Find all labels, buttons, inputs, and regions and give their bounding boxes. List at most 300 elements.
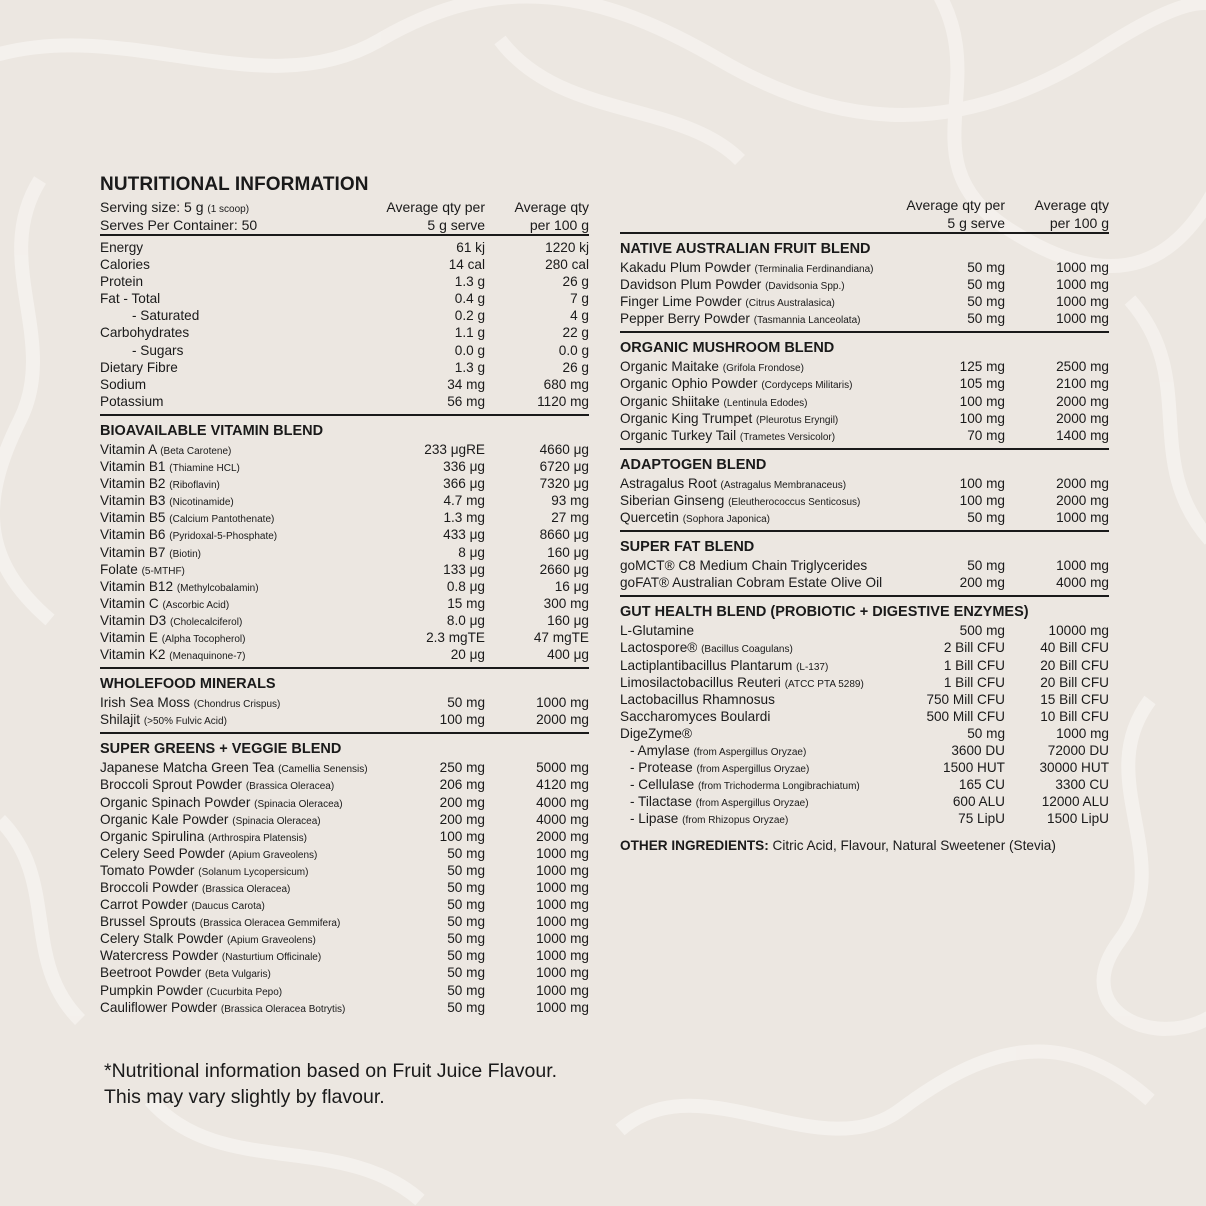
nutrient-row [620,375,1109,392]
nutrient-name: Lactospore® [620,640,698,656]
nutrient-name: Shilajit [100,712,141,728]
scientific-name: (Chondrus Crispus) [193,699,281,711]
qty-per-100g: 1000 mg [536,880,589,895]
nutrient-name: - Cellulase [630,777,695,793]
qty-per-100g: 1500 LipU [1047,811,1109,827]
nutrient-row [100,828,589,845]
qty-per-serve: 1 Bill CFU [943,674,1005,690]
nutrient-row [100,578,589,595]
section-title: SUPER FAT BLEND [620,539,755,556]
scientific-name: (>50% Fulvic Acid) [143,716,227,728]
scientific-name: (Calcium Pantothenate) [169,514,275,526]
nutrition-section [620,234,1109,333]
nutrient-row [620,776,1109,793]
nutrient-name: Vitamin E [100,629,158,645]
qty-per-serve: 50 mg [967,311,1005,327]
other-ingredients [620,837,1109,855]
qty-per-serve: 750 Mill CFU [926,691,1005,707]
qty-per-100g: 680 mg [543,376,589,392]
nutrient-name: Siberian Ginseng [620,492,725,508]
nutrition-section [100,734,589,1019]
qty-per-100g: 4120 mg [536,777,589,793]
qty-per-100g: 1000 mg [536,862,589,878]
nutrient-name: Pumpkin Powder [100,982,203,998]
qty-per-100g: 1000 mg [536,999,589,1015]
nutrient-row [100,999,589,1016]
scientific-name: (Beta Carotene) [160,445,232,457]
scientific-name: (Daucus Carota) [191,901,265,913]
qty-per-serve: 50 mg [447,948,485,964]
nutrient-name: Vitamin A [100,441,157,457]
nutrition-section [620,532,1109,597]
nutrient-name: Vitamin C [100,595,159,611]
qty-per-100g: 1000 mg [536,965,589,981]
nutrient-name: Astragalus Root [620,475,717,491]
qty-per-100g: 1000 mg [536,948,589,964]
scientific-name: (Pyridoxal-5-Phosphate) [169,531,278,543]
qty-per-100g: 1000 mg [536,695,589,711]
qty-per-serve: 50 mg [447,965,485,981]
nutrient-row [620,475,1109,492]
nutrition-section [100,416,589,669]
nutrient-name: Energy [100,240,144,255]
nutrient-row [100,694,589,711]
qty-per-100g: 1000 mg [536,897,589,913]
nutrient-name: Pepper Berry Powder [620,311,750,327]
qty-per-100g: 22 g [562,325,589,341]
nutrient-name: Beetroot Powder [100,965,202,981]
nutrient-name-cell [100,393,163,410]
footnote-line-1: *Nutritional information based on Fruit Juice Flavour. [104,1060,558,1082]
qty-per-serve: 61 kj [456,240,485,255]
section-title: SUPER GREENS + VEGGIE BLEND [100,741,342,758]
nutrient-row [620,410,1109,427]
nutrient-row [620,557,1109,574]
nutrient-row [100,324,589,341]
nutrient-row [100,776,589,793]
nutrient-name-cell [100,646,245,665]
scientific-name: (Bacillus Coagulans) [701,644,793,656]
nutrient-name: goFAT® Australian Cobram Estate Olive Oil [620,575,883,591]
scientific-name: (Citrus Australasica) [745,298,835,310]
nutrient-name-cell [620,557,867,574]
qty-per-serve: 8.0 μg [446,612,485,628]
col-per-100g-header: Average qty per 100 g [1034,197,1109,231]
left-panel [100,172,589,1020]
qty-per-100g: 8660 μg [539,527,589,543]
qty-per-100g: 1000 mg [536,931,589,947]
serves-per-container: Serves Per Container: 50 [100,217,258,233]
other-ingredients-text: Citric Acid, Flavour, Natural Sweetener (Stevia) [768,838,1056,854]
qty-per-serve: 50 mg [447,914,485,930]
scientific-name: (Brassica Oleracea) [202,884,291,895]
qty-per-serve: 2.3 mgTE [426,629,485,645]
scientific-name: (Cucurbita Pepo) [206,986,283,998]
qty-per-100g: 160 μg [547,612,589,628]
scientific-name: (Cholecalciferol) [170,616,243,628]
scientific-name: (Apium Graveolens) [226,935,316,947]
nutrient-row [100,441,589,458]
qty-per-100g: 15 Bill CFU [1040,691,1109,707]
qty-per-100g: 10 Bill CFU [1040,708,1109,724]
nutrient-name: Organic Turkey Tail [620,427,737,443]
right-sections [620,234,1109,831]
nutrient-name: Organic Ophio Powder [620,376,758,392]
scientific-name: (Tasmannia Lanceolata) [753,315,861,327]
qty-per-serve: 100 mg [439,828,485,844]
nutrient-row [100,376,589,393]
scientific-name: (Beta Vulgaris) [205,969,271,981]
scientific-name: (Terminalia Ferdinandiana) [754,264,874,275]
scientific-name: (Spinacia Oleracea) [232,815,321,827]
page-title: NUTRITIONAL INFORMATION [100,174,369,195]
nutrient-name: Carrot Powder [100,897,188,913]
nutrition-section [100,236,589,416]
col-per-serve-header: Average qty per 5 g serve [386,199,485,233]
nutrient-row [620,358,1109,375]
qty-per-serve: 100 mg [959,475,1005,491]
qty-per-serve: 0.8 μg [446,578,485,594]
qty-per-serve: 1500 HUT [943,760,1005,776]
nutrient-row [100,492,589,509]
scientific-name: (Astragalus Membranaceus) [720,479,847,491]
scientific-name: (from Rhizopus Oryzae) [682,815,789,827]
nutrient-name: goMCT® C8 Medium Chain Triglycerides [620,558,868,574]
qty-per-100g: 20 Bill CFU [1040,674,1109,690]
nutrient-name: - Saturated [132,308,200,324]
qty-per-serve: 336 μg [443,459,485,475]
qty-per-100g: 26 g [562,359,589,375]
scientific-name: (L-137) [796,661,829,673]
nutrient-name-cell [620,509,770,528]
nutrient-name: Calories [100,257,150,273]
serving-note: (1 scoop) [207,204,250,215]
qty-per-serve: 206 mg [439,777,485,793]
nutrient-row [620,574,1109,591]
right-column-header [620,196,1109,232]
footnote-line-2: This may vary slightly by flavour. [104,1086,385,1108]
qty-per-100g: 4000 mg [536,794,589,810]
nutrient-name: Folate [100,561,138,577]
nutrient-name: - Amylase [630,742,690,758]
nutrient-name: Vitamin K2 [100,647,166,663]
nutrient-row [620,810,1109,827]
nutrient-name: Finger Lime Powder [620,294,742,310]
qty-per-100g: 7 g [570,291,589,307]
scientific-name: (Cordyceps Militaris) [761,380,853,392]
nutrient-row [620,691,1109,708]
qty-per-100g: 1000 mg [1056,277,1109,293]
qty-per-100g: 4660 μg [539,441,589,457]
nutrient-row [620,427,1109,444]
nutrient-name: Protein [100,274,144,290]
nutrient-row [100,359,589,376]
qty-per-100g: 300 mg [543,595,589,611]
qty-per-serve: 8 μg [458,544,485,560]
nutrient-row [620,793,1109,810]
nutrient-row [100,393,589,410]
nutrient-row [100,475,589,492]
qty-per-serve: 200 mg [439,794,485,810]
nutrition-section [100,669,589,734]
scientific-name: (from Aspergillus Oryzae) [695,798,809,810]
qty-per-100g: 400 μg [547,647,589,663]
nutrient-row [100,947,589,964]
scientific-name: (from Aspergillus Oryzae) [696,764,810,776]
nutrient-name: Vitamin B3 [100,493,166,509]
nutrient-row [100,930,589,947]
nutrient-row [100,896,589,913]
nutrient-name: Organic Kale Powder [100,811,229,827]
scientific-name: (Nicotinamide) [169,497,234,509]
qty-per-100g: 10000 mg [1048,623,1109,639]
qty-per-100g: 20 Bill CFU [1040,657,1109,673]
qty-per-serve: 600 ALU [952,794,1005,810]
qty-per-serve: 100 mg [959,410,1005,426]
nutrient-row [620,310,1109,327]
nutrient-name: Dietary Fibre [100,359,178,375]
nutrient-name-cell [100,273,143,290]
nutrient-name: Vitamin B12 [100,578,174,594]
nutrient-row [620,492,1109,509]
nutrient-name: Organic Maitake [620,359,719,375]
nutrient-name: Lactiplantibacillus Plantarum [620,657,793,673]
nutrient-name: Potassium [100,393,164,409]
nutrient-name-cell [100,342,183,359]
qty-per-100g: 2000 mg [1056,393,1109,409]
col-per-serve-header: Average qty per 5 g serve [906,197,1005,231]
nutrient-row [620,708,1109,725]
qty-per-serve: 200 mg [439,811,485,827]
qty-per-serve: 14 cal [448,257,485,273]
qty-per-serve: 100 mg [439,712,485,728]
nutrient-row [100,964,589,981]
qty-per-serve: 50 mg [967,510,1005,526]
nutrient-row [100,845,589,862]
qty-per-serve: 50 mg [447,931,485,947]
qty-per-serve: 233 μgRE [424,441,485,457]
left-column-header [100,198,589,234]
qty-per-100g: 1120 mg [537,393,589,409]
nutrient-name-cell [100,324,189,341]
qty-per-serve: 100 mg [959,393,1005,409]
qty-per-serve: 133 μg [443,561,485,577]
footnote [104,1058,557,1110]
nutrient-row [620,293,1109,310]
qty-per-100g: 1000 mg [1056,510,1109,526]
nutrient-name: Fat - Total [100,291,161,307]
nutrient-name-cell [620,310,860,329]
nutrient-row [100,711,589,728]
qty-per-100g: 2000 mg [536,828,589,844]
qty-per-serve: 0.2 g [454,308,485,324]
qty-per-serve: 75 LipU [958,811,1005,827]
qty-per-100g: 12000 ALU [1041,794,1109,810]
qty-per-serve: 50 mg [967,260,1005,275]
qty-per-100g: 2500 mg [1056,359,1109,375]
nutrient-name: Vitamin D3 [100,612,167,628]
nutrient-name-cell [100,290,160,307]
qty-per-serve: 500 Mill CFU [926,708,1005,724]
nutrient-name-cell [100,711,227,730]
nutrient-name: Carbohydrates [100,325,190,341]
nutrient-name-cell [620,622,694,639]
scientific-name: (ATCC PTA 5289) [784,678,864,690]
scientific-name: (Alpha Tocopherol) [161,633,246,645]
scientific-name: (Brassica Oleracea) [245,781,335,793]
nutrient-name: Sodium [100,376,147,392]
qty-per-serve: 100 mg [959,492,1005,508]
col-per-100g-header: Average qty per 100 g [514,199,589,233]
nutrient-row [100,862,589,879]
nutrient-row [620,259,1109,276]
qty-per-100g: 47 mgTE [533,629,589,645]
nutrient-name: Celery Stalk Powder [100,931,224,947]
nutrient-row [100,256,589,273]
qty-per-100g: 1000 mg [1056,558,1109,574]
nutrient-name-cell [620,427,835,446]
nutrient-name: Organic Spinach Powder [100,794,251,810]
scientific-name: (from Trichoderma Longibrachiatum) [698,781,860,793]
nutrient-row [620,725,1109,742]
scientific-name: (5-MTHF) [141,565,185,577]
section-title: BIOAVAILABLE VITAMIN BLEND [100,422,324,439]
qty-per-serve: 34 mg [447,376,485,392]
nutrient-row [100,544,589,561]
nutrient-row [620,674,1109,691]
qty-per-100g: 2660 μg [539,561,589,577]
qty-per-serve: 56 mg [447,393,485,409]
right-panel [620,196,1109,855]
qty-per-serve: 50 mg [967,558,1005,574]
nutrient-name: Tomato Powder [100,862,195,878]
nutrient-row [100,290,589,307]
qty-per-serve: 1.3 g [454,274,485,290]
nutrient-row [620,657,1109,674]
scientific-name: (Solanum Lycopersicum) [198,866,309,878]
nutrient-row [100,458,589,475]
other-ingredients-label: OTHER INGREDIENTS: [620,838,769,854]
nutrient-row [620,393,1109,410]
qty-per-serve: 50 mg [447,982,485,998]
qty-per-100g: 4000 mg [1056,575,1109,591]
scientific-name: (Davidsonia Spp.) [765,281,845,293]
qty-per-serve: 125 mg [959,359,1005,375]
qty-per-100g: 6720 μg [539,459,589,475]
nutrition-section [620,450,1109,532]
nutrient-name-cell [100,999,345,1018]
left-sections [100,236,589,1020]
qty-per-100g: 1000 mg [1056,260,1109,275]
qty-per-100g: 30000 HUT [1039,760,1109,776]
scientific-name: (Brassica Oleracea Gemmifera) [199,918,341,930]
qty-per-serve: 250 mg [439,760,485,776]
nutrient-name: Saccharomyces Boulardi [620,708,771,724]
qty-per-serve: 50 mg [447,999,485,1015]
nutrient-row [620,509,1109,526]
nutrient-name: Irish Sea Moss [100,695,190,711]
nutrient-name: Vitamin B2 [100,476,166,492]
nutrient-name-cell [620,691,775,708]
qty-per-serve: 3600 DU [951,742,1005,758]
nutrient-name: Cauliflower Powder [100,999,218,1015]
qty-per-100g: 1000 mg [536,845,589,861]
qty-per-100g: 1000 mg [1056,294,1109,310]
qty-per-serve: 165 CU [958,777,1005,793]
qty-per-100g: 3300 CU [1055,777,1109,793]
qty-per-serve: 105 mg [959,376,1005,392]
nutrient-name: L-Glutamine [620,623,695,639]
scientific-name: (Methylcobalamin) [176,582,259,594]
qty-per-100g: 2000 mg [536,712,589,728]
qty-per-serve: 50 mg [447,845,485,861]
qty-per-100g: 160 μg [547,544,589,560]
qty-per-serve: 1.3 g [454,359,485,375]
qty-per-100g: 1400 mg [1056,427,1109,443]
qty-per-serve: 1.3 mg [443,510,485,526]
qty-per-100g: 1220 kj [545,240,589,255]
nutrient-name: Vitamin B5 [100,510,166,526]
scientific-name: (Riboflavin) [169,480,220,492]
qty-per-100g: 40 Bill CFU [1040,640,1109,656]
nutrient-name: - Tilactase [630,794,692,810]
nutrient-row [100,982,589,999]
nutrient-row [100,913,589,930]
qty-per-100g: 5000 mg [536,760,589,776]
qty-per-100g: 1000 mg [1056,311,1109,327]
scientific-name: (Camellia Senensis) [278,764,368,776]
qty-per-100g: 26 g [562,274,589,290]
nutrient-name: Broccoli Powder [100,880,199,895]
qty-per-serve: 0.0 g [454,342,485,358]
qty-per-100g: 27 mg [551,510,589,526]
scientific-name: (Brassica Oleracea Botrytis) [220,1003,346,1015]
nutrient-name: Lactobacillus Rhamnosus [620,691,775,707]
qty-per-serve: 50 mg [967,294,1005,310]
nutrient-name-cell [620,725,692,742]
nutrient-name-cell [100,359,178,376]
qty-per-100g: 1000 mg [536,982,589,998]
qty-per-serve: 1 Bill CFU [943,657,1005,673]
qty-per-serve: 20 μg [450,647,485,663]
nutrient-row [100,307,589,324]
nutrient-row [100,239,589,256]
qty-per-100g: 2100 mg [1056,376,1109,392]
qty-per-serve: 2 Bill CFU [943,640,1005,656]
qty-per-serve: 366 μg [443,476,485,492]
scientific-name: (Apium Graveolens) [228,849,318,861]
nutrient-row [620,622,1109,639]
scientific-name: (Nasturtium Officinale) [221,952,322,964]
scientific-name: (Spinacia Oleracea) [254,798,343,810]
nutrient-name: - Protease [630,760,693,776]
qty-per-serve: 50 mg [447,862,485,878]
nutrient-name: Broccoli Sprout Powder [100,777,243,793]
nutrient-name: Japanese Matcha Green Tea [100,760,275,776]
qty-per-100g: 16 μg [554,578,589,594]
scientific-name: (Trametes Versicolor) [739,431,836,443]
scientific-name: (from Aspergillus Oryzae) [693,746,807,758]
qty-per-100g: 2000 mg [1056,475,1109,491]
nutrient-name-cell [100,256,150,273]
nutrient-name: Vitamin B1 [100,459,166,475]
qty-per-100g: 4 g [570,308,589,324]
qty-per-100g: 0.0 g [558,342,589,358]
scientific-name: (Sophora Japonica) [682,514,770,526]
section-title: NATIVE AUSTRALIAN FRUIT BLEND [620,241,871,257]
nutrient-row [100,561,589,578]
nutrient-name: - Sugars [132,342,184,358]
